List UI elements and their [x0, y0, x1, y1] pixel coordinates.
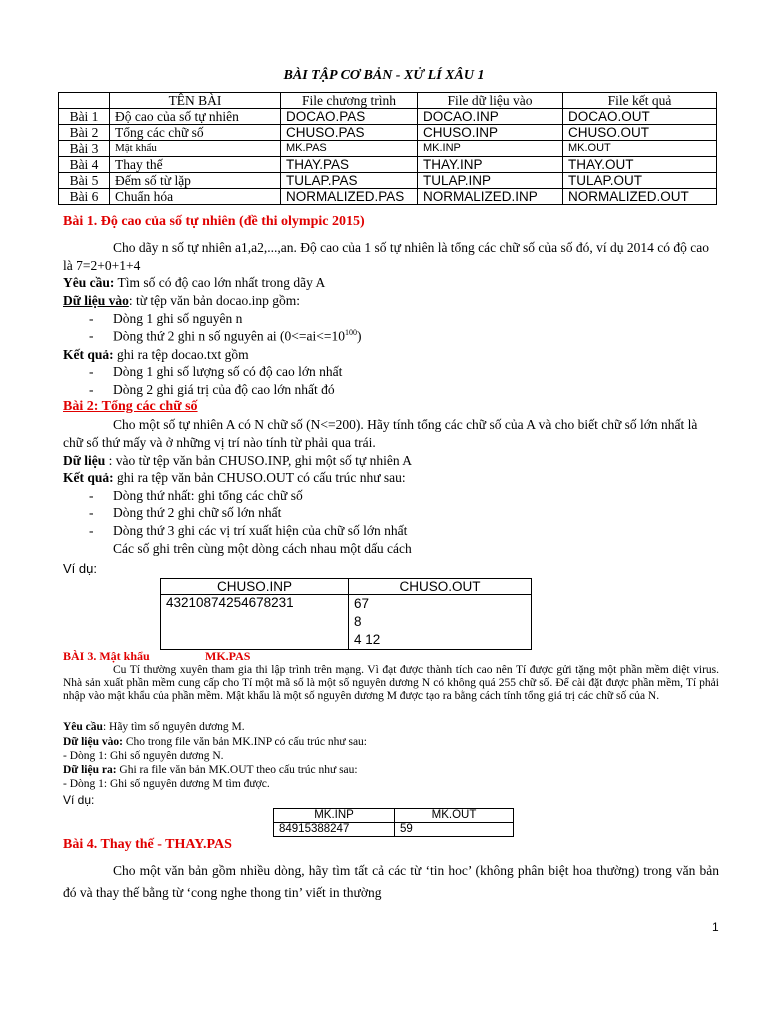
dash: -	[89, 488, 94, 503]
dash: -	[89, 364, 94, 379]
table-cell: THAY.OUT	[563, 157, 717, 173]
label: Dữ liệu vào	[63, 293, 129, 308]
bai4-paragraph: Cho một văn bản gồm nhiều dòng, hãy tìm tất cả các từ ‘tin hoc’ (không phân biệt hoa thường) trong văn bản đó và thay thế bằng từ ‘cong nghe thong tin’ viết in thường	[63, 863, 719, 900]
table-header-cell	[59, 93, 110, 109]
table-cell: TULAP.PAS	[281, 173, 418, 189]
table-header-row	[274, 809, 514, 823]
table-row	[274, 823, 514, 837]
table-header-cell: MK.OUT	[395, 809, 514, 823]
table-row	[161, 595, 532, 650]
bai3-heading: BÀI 3. Mật khẩu	[63, 649, 150, 663]
table-row	[59, 173, 717, 189]
table-cell: Bài 6	[59, 189, 110, 205]
table-cell: DOCAO.OUT	[563, 109, 717, 125]
output-line: 67	[354, 596, 370, 611]
table-cell: Bài 5	[59, 173, 110, 189]
table-cell: 43210874254678231	[161, 595, 349, 650]
output-line: 4 12	[354, 632, 381, 647]
label: Dữ liệu ra:	[63, 764, 117, 776]
bai2-input	[63, 452, 718, 470]
bai3-input-line: - Dòng 1: Ghi số nguyên dương N.	[63, 750, 224, 762]
superscript: 100	[345, 328, 357, 337]
item-text-main: Dòng thứ 2 ghi n số nguyên ai (0<=ai<=10	[113, 328, 345, 344]
text: Ghi ra file văn bản MK.OUT theo cấu trúc như sau:	[116, 764, 358, 776]
label: Dữ liệu	[63, 453, 106, 468]
table-cell: CHUSO.PAS	[281, 125, 418, 141]
bai2-output	[63, 469, 718, 487]
dash: -	[89, 382, 94, 397]
table-cell: NORMALIZED.INP	[418, 189, 563, 205]
table-cell: Thay thế	[110, 157, 281, 173]
table-cell: MK.PAS	[281, 141, 418, 157]
bai2-note: Các số ghi trên cùng một dòng cách nhau một dấu cách	[113, 541, 412, 556]
bai1-output	[63, 346, 718, 364]
bai3-example-label: Ví dụ:	[63, 793, 95, 807]
table-cell: NORMALIZED.PAS	[281, 189, 418, 205]
table-header-row	[161, 579, 532, 595]
table-cell: Tổng các chữ số	[110, 125, 281, 141]
bai3-output	[63, 764, 358, 777]
bai2-example-table	[160, 578, 532, 650]
table-header-cell: MK.INP	[274, 809, 395, 823]
text: Tìm số có độ cao lớn nhất trong dãy A	[114, 275, 326, 290]
table-cell: Chuẩn hóa	[110, 189, 281, 205]
bai2-example-label: Ví dụ:	[63, 561, 97, 576]
table-cell: MK.INP	[418, 141, 563, 157]
item-text: Dòng 2 ghi giá trị của độ cao lớn nhất đó	[113, 382, 335, 397]
item-text-close: )	[357, 328, 362, 344]
bai2-heading: Bài 2: Tổng các chữ số	[63, 399, 198, 414]
table-header-cell: CHUSO.OUT	[349, 579, 532, 595]
label: Yêu cầu:	[63, 275, 115, 290]
exercise-table	[58, 92, 717, 205]
bai1-paragraph: Cho dãy n số tự nhiên a1,a2,...,an. Độ cao của 1 số tự nhiên là tổng các chữ số của số đó, ví dụ 2014 có độ cao là 7=2+0+1+4	[63, 240, 709, 273]
table-header-cell: File dữ liệu vào	[418, 93, 563, 109]
item-text: Dòng thứ nhất: ghi tổng các chữ số	[113, 488, 303, 503]
table-cell: Bài 3	[59, 141, 110, 157]
table-row	[59, 189, 717, 205]
bai3-output-line: - Dòng 1: Ghi số nguyên dương M tìm được.	[63, 778, 270, 790]
table-cell: 59	[395, 823, 514, 837]
bai3-example-table	[273, 808, 514, 837]
table-cell: NORMALIZED.OUT	[563, 189, 717, 205]
table-row	[59, 157, 717, 173]
label: Dữ liệu vào:	[63, 736, 123, 748]
bai1-heading: Bài 1. Độ cao của số tự nhiên (đề thi olympic 2015)	[63, 214, 365, 229]
text: Cho trong file văn bản MK.INP có cấu trúc như sau:	[122, 736, 367, 748]
output-line: 8	[354, 614, 362, 629]
table-header-cell: TÊN BÀI	[110, 93, 281, 109]
label: Kết quả:	[63, 470, 114, 485]
dash: -	[89, 505, 94, 520]
label: Kết quả:	[63, 347, 114, 362]
bai3-yeucau	[63, 721, 245, 734]
table-cell: DOCAO.INP	[418, 109, 563, 125]
text: : Hãy tìm số nguyên dương M.	[102, 721, 245, 733]
item-text	[113, 328, 362, 345]
table-cell: THAY.INP	[418, 157, 563, 173]
page-number: 1	[712, 920, 719, 934]
table-header-cell: File chương trình	[281, 93, 418, 109]
bai3-input	[63, 736, 367, 749]
table-cell: THAY.PAS	[281, 157, 418, 173]
dash: -	[89, 311, 94, 326]
table-cell: 84915388247	[274, 823, 395, 837]
bai1-yeucau	[63, 274, 718, 292]
table-cell: Bài 2	[59, 125, 110, 141]
label: Yêu cầu	[63, 721, 103, 733]
table-cell: CHUSO.INP	[418, 125, 563, 141]
bai2-paragraph: Cho một số tự nhiên A có N chữ số (N<=200). Hãy tính tổng các chữ số của A và cho biết chữ số lớn nhất là chữ số thứ mấy và ở những vị trí nào tính từ phải qua trái.	[63, 417, 698, 450]
text: : vào từ tệp văn bản CHUSO.INP, ghi một số tự nhiên A	[105, 453, 412, 468]
table-header-row	[59, 93, 717, 109]
item-text: Dòng thứ 2 ghi chữ số lớn nhất	[113, 505, 282, 520]
bai4-heading: Bài 4. Thay thế - THAY.PAS	[63, 837, 232, 852]
table-header-cell: CHUSO.INP	[161, 579, 349, 595]
item-text: Dòng 1 ghi số lượng số có độ cao lớn nhất	[113, 364, 343, 379]
item-text: Dòng 1 ghi số nguyên n	[113, 311, 243, 326]
table-cell: TULAP.INP	[418, 173, 563, 189]
bai3-file: MK.PAS	[205, 649, 251, 663]
table-cell: Độ cao của số tự nhiên	[110, 109, 281, 125]
table-row	[59, 141, 717, 157]
table-cell: Bài 1	[59, 109, 110, 125]
item-text: Dòng thứ 3 ghi các vị trí xuất hiện của chữ số lớn nhất	[113, 523, 408, 538]
text: ghi ra tệp văn bản CHUSO.OUT có cấu trúc như sau:	[113, 470, 406, 485]
text: ghi ra tệp docao.txt gồm	[113, 347, 249, 362]
table-row	[59, 109, 717, 125]
table-row	[59, 125, 717, 141]
dash: -	[89, 523, 94, 538]
table-cell	[349, 595, 532, 650]
table-cell: Mật khẩu	[110, 141, 281, 157]
text: : từ tệp văn bản docao.inp gồm:	[128, 293, 301, 308]
table-cell: DOCAO.PAS	[281, 109, 418, 125]
table-cell: CHUSO.OUT	[563, 125, 717, 141]
dash: -	[89, 328, 94, 343]
table-cell: Đếm số từ lặp	[110, 173, 281, 189]
table-cell: TULAP.OUT	[563, 173, 717, 189]
page-title: BÀI TẬP CƠ BẢN - XỬ LÍ XÂU 1	[283, 68, 485, 83]
bai1-input	[63, 292, 718, 310]
table-cell: Bài 4	[59, 157, 110, 173]
table-header-cell: File kết quả	[563, 93, 717, 109]
bai3-paragraph: Cu Tí thường xuyên tham gia thi lập trình trên mạng. Vì đạt được thành tích cao nên Tí được gửi tặng một phần mềm diệt virus. Nhà sản xuất phần mềm cung cấp cho Tí một mã số là một số nguyên dương N có không quá 255 chữ số. Để cài đặt được phần mềm, Tí phải nhập vào mật khẩu của phần mềm. Mật khẩu là một số nguyên dương M được tạo ra bằng cách tính tổng giá trị các chữ số của N.	[63, 664, 719, 702]
table-cell: MK.OUT	[563, 141, 717, 157]
